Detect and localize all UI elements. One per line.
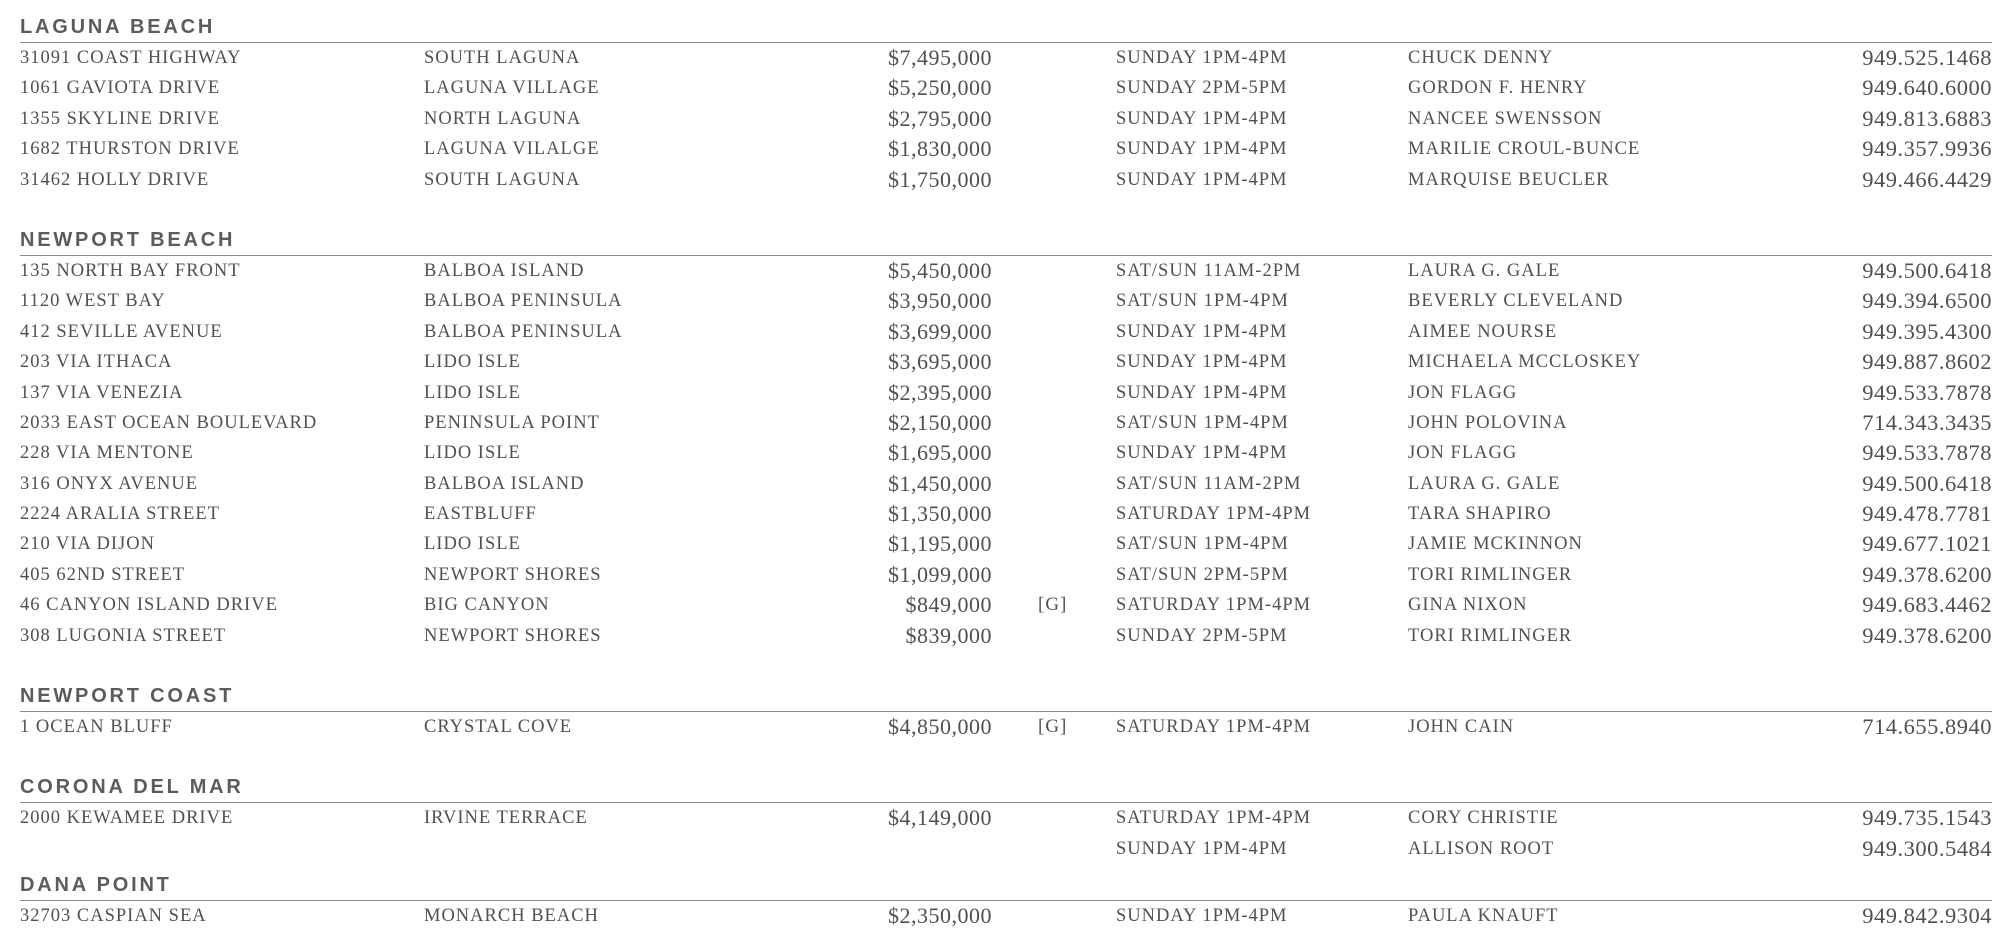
listing-address: 1 OCEAN BLUFF <box>20 717 173 738</box>
listing-area: IRVINE TERRACE <box>424 808 588 829</box>
listing-row <box>20 621 1992 651</box>
listing-row <box>20 104 1992 134</box>
listing-price: $1,695,000 <box>888 440 992 466</box>
listing-agent: LAURA G. GALE <box>1408 260 1561 281</box>
listing-phone: 949.466.4429 <box>1862 166 1992 192</box>
listing-row <box>20 73 1992 103</box>
listing-price: $2,395,000 <box>888 379 992 405</box>
listing-address: 308 LUGONIA STREET <box>20 625 227 646</box>
listing-row <box>20 347 1992 377</box>
listing-address: 1061 GAVIOTA DRIVE <box>20 78 221 99</box>
listing-agent: TORI RIMLINGER <box>1408 625 1573 646</box>
listing-area: CRYSTAL COVE <box>424 717 573 738</box>
listing-phone: 949.533.7878 <box>1862 440 1992 466</box>
section-newport-coast <box>20 681 1992 742</box>
listing-area: BALBOA PENINSULA <box>424 321 623 342</box>
listing-price: $1,195,000 <box>888 531 992 557</box>
listing-price: $1,450,000 <box>888 470 992 496</box>
listing-area: SOUTH LAGUNA <box>424 169 581 190</box>
listing-open-time: SUNDAY 1PM-4PM <box>1116 139 1288 160</box>
listing-address: 412 SEVILLE AVENUE <box>20 321 223 342</box>
listing-address: 2000 KEWAMEE DRIVE <box>20 808 234 829</box>
listing-open-time: SATURDAY 1PM-4PM <box>1116 504 1312 525</box>
listing-area: SOUTH LAGUNA <box>424 48 581 68</box>
listing-open-time: SUNDAY 1PM-4PM <box>1116 169 1288 190</box>
listing-open-time: SUNDAY 2PM-5PM <box>1116 625 1288 646</box>
listing-phone: 949.640.6000 <box>1862 75 1992 101</box>
listing-area: NORTH LAGUNA <box>424 108 582 129</box>
listing-phone: 949.525.1468 <box>1862 45 1992 70</box>
listing-agent: GORDON F. HENRY <box>1408 78 1588 99</box>
listing-price: $1,099,000 <box>888 561 992 587</box>
listing-address: 228 VIA MENTONE <box>20 443 194 464</box>
listing-open-time: SAT/SUN 1PM-4PM <box>1116 291 1289 312</box>
section-dana-point <box>20 870 1992 931</box>
listing-phone: 714.343.3435 <box>1862 409 1992 435</box>
listing-area: BIG CANYON <box>424 595 550 616</box>
section-heading: NEWPORT BEACH <box>20 225 1992 256</box>
listing-phone: 949.887.8602 <box>1862 349 1992 375</box>
listing-phone: 949.395.4300 <box>1862 318 1992 344</box>
listing-price: $1,350,000 <box>888 501 992 527</box>
listing-phone: 949.842.9304 <box>1862 903 1992 929</box>
listing-agent: BEVERLY CLEVELAND <box>1408 291 1624 312</box>
listing-area: LIDO ISLE <box>424 382 521 403</box>
listing-agent: JAMIE MCKINNON <box>1408 534 1583 555</box>
listing-address: 32703 CASPIAN SEA <box>20 906 207 927</box>
listing-phone: 714.655.8940 <box>1862 714 1992 740</box>
listing-address: 210 VIA DIJON <box>20 534 155 555</box>
listing-agent: NANCEE SWENSSON <box>1408 108 1603 129</box>
listing-agent: MARQUISE BEUCLER <box>1408 169 1610 190</box>
listing-row <box>20 712 1992 742</box>
listing-price: $1,750,000 <box>888 166 992 192</box>
section-newport-beach <box>20 225 1992 651</box>
listing-price: $839,000 <box>905 622 992 648</box>
listing-address: 46 CANYON ISLAND DRIVE <box>20 595 278 616</box>
listing-area: LAGUNA VILALGE <box>424 139 600 160</box>
listing-area: NEWPORT SHORES <box>424 564 602 585</box>
listing-area: BALBOA ISLAND <box>424 260 585 281</box>
listing-row <box>20 803 1992 833</box>
listing-area: LIDO ISLE <box>424 443 521 464</box>
section-heading: CORONA DEL MAR <box>20 772 1992 803</box>
listing-phone: 949.500.6418 <box>1862 257 1992 283</box>
listing-open-time: SATURDAY 1PM-4PM <box>1116 595 1312 616</box>
listing-price: $849,000 <box>905 592 992 618</box>
listing-open-time: SUNDAY 1PM-4PM <box>1116 382 1288 403</box>
listing-open-time: SUNDAY 1PM-4PM <box>1116 108 1288 129</box>
listing-row <box>20 560 1992 590</box>
section-corona-del-mar <box>20 772 1992 864</box>
listing-address: 1355 SKYLINE DRIVE <box>20 108 220 129</box>
listing-area: MONARCH BEACH <box>424 906 599 927</box>
listing-agent: GINA NIXON <box>1408 595 1528 616</box>
listing-agent: LAURA G. GALE <box>1408 473 1561 494</box>
listing-row <box>20 134 1992 164</box>
listing-address: 31462 HOLLY DRIVE <box>20 169 210 190</box>
listing-row <box>20 378 1992 408</box>
listing-address: 203 VIA ITHACA <box>20 352 173 373</box>
listing-open-time: SAT/SUN 11AM-2PM <box>1116 473 1302 494</box>
listing-row <box>20 901 1992 931</box>
listing-phone: 949.735.1543 <box>1862 805 1992 831</box>
listing-open-time: SAT/SUN 1PM-4PM <box>1116 534 1289 555</box>
section-laguna-beach <box>20 12 1992 195</box>
listing-address: 137 VIA VENEZIA <box>20 382 184 403</box>
listing-phone: 949.533.7878 <box>1862 379 1992 405</box>
listing-phone: 949.378.6200 <box>1862 622 1992 648</box>
listing-row <box>20 529 1992 559</box>
listing-row <box>20 469 1992 499</box>
section-heading: DANA POINT <box>20 870 1992 901</box>
section-spacer <box>20 195 1992 225</box>
listing-row <box>20 590 1992 620</box>
listing-agent: JON FLAGG <box>1408 382 1518 403</box>
listing-price: $2,795,000 <box>888 105 992 131</box>
listing-row <box>20 43 1992 73</box>
listing-agent: MICHAELA MCCLOSKEY <box>1408 352 1642 373</box>
listing-row <box>20 165 1992 195</box>
listing-open-time: SUNDAY 2PM-5PM <box>1116 78 1288 99</box>
listing-open-time: SUNDAY 1PM-4PM <box>1116 321 1288 342</box>
listing-area: NEWPORT SHORES <box>424 625 602 646</box>
listing-row <box>20 834 1992 864</box>
listing-price: $5,250,000 <box>888 75 992 101</box>
listing-open-time: SUNDAY 1PM-4PM <box>1116 838 1288 859</box>
listing-agent: JON FLAGG <box>1408 443 1518 464</box>
listing-address: 405 62ND STREET <box>20 564 186 585</box>
listing-open-time: SUNDAY 1PM-4PM <box>1116 352 1288 373</box>
listing-area: BALBOA ISLAND <box>424 473 585 494</box>
listing-flag: [G] <box>1038 716 1068 738</box>
listing-price: $2,350,000 <box>888 903 992 929</box>
listing-phone: 949.500.6418 <box>1862 470 1992 496</box>
listing-area: BALBOA PENINSULA <box>424 291 623 312</box>
listing-price: $4,850,000 <box>888 714 992 740</box>
listing-open-time: SAT/SUN 11AM-2PM <box>1116 260 1302 281</box>
listing-price: $1,830,000 <box>888 136 992 162</box>
listing-agent: AIMEE NOURSE <box>1408 321 1558 342</box>
listing-phone: 949.677.1021 <box>1862 531 1992 557</box>
listing-open-time: SATURDAY 1PM-4PM <box>1116 808 1312 829</box>
listing-phone: 949.300.5484 <box>1862 835 1992 861</box>
section-spacer <box>20 742 1992 772</box>
listing-price: $2,150,000 <box>888 409 992 435</box>
listing-price: $3,950,000 <box>888 288 992 314</box>
listing-agent: PAULA KNAUFT <box>1408 906 1559 927</box>
listing-address: 316 ONYX AVENUE <box>20 473 199 494</box>
section-heading: LAGUNA BEACH <box>20 12 1992 43</box>
listing-agent: CHUCK DENNY <box>1408 48 1554 68</box>
listing-open-time: SUNDAY 1PM-4PM <box>1116 906 1288 927</box>
listing-area: LAGUNA VILLAGE <box>424 78 600 99</box>
listing-phone: 949.813.6883 <box>1862 105 1992 131</box>
listing-row <box>20 438 1992 468</box>
listing-agent: CORY CHRISTIE <box>1408 808 1559 829</box>
listing-agent: MARILIE CROUL-BUNCE <box>1408 139 1641 160</box>
listing-address: 31091 COAST HIGHWAY <box>20 48 242 68</box>
listing-agent: ALLISON ROOT <box>1408 838 1555 859</box>
listing-area: PENINSULA POINT <box>424 412 600 433</box>
listing-address: 1120 WEST BAY <box>20 291 166 312</box>
listing-row <box>20 499 1992 529</box>
listing-price: $7,495,000 <box>888 45 992 70</box>
listing-agent: TARA SHAPIRO <box>1408 504 1552 525</box>
listing-address: 1682 THURSTON DRIVE <box>20 139 240 160</box>
listing-area: LIDO ISLE <box>424 534 521 555</box>
listing-agent: JOHN CAIN <box>1408 717 1515 738</box>
listing-row <box>20 286 1992 316</box>
listing-open-time: SUNDAY 1PM-4PM <box>1116 443 1288 464</box>
listing-open-time: SAT/SUN 2PM-5PM <box>1116 564 1289 585</box>
listing-address: 2033 EAST OCEAN BOULEVARD <box>20 412 318 433</box>
listing-agent: TORI RIMLINGER <box>1408 564 1573 585</box>
section-spacer <box>20 651 1992 681</box>
listing-row <box>20 256 1992 286</box>
listing-row <box>20 317 1992 347</box>
listing-phone: 949.378.6200 <box>1862 561 1992 587</box>
open-house-listings <box>20 12 1992 932</box>
listing-row <box>20 408 1992 438</box>
listing-price: $5,450,000 <box>888 257 992 283</box>
listing-open-time: SUNDAY 1PM-4PM <box>1116 48 1288 68</box>
section-heading: NEWPORT COAST <box>20 681 1992 712</box>
listing-area: EASTBLUFF <box>424 504 537 525</box>
listing-area: LIDO ISLE <box>424 352 521 373</box>
listing-price: $3,695,000 <box>888 349 992 375</box>
listing-price: $3,699,000 <box>888 318 992 344</box>
listing-agent: JOHN POLOVINA <box>1408 412 1568 433</box>
listing-price: $4,149,000 <box>888 805 992 831</box>
listing-open-time: SAT/SUN 1PM-4PM <box>1116 412 1289 433</box>
listing-address: 135 NORTH BAY FRONT <box>20 260 241 281</box>
listing-phone: 949.478.7781 <box>1862 501 1992 527</box>
listing-flag: [G] <box>1038 594 1068 616</box>
listing-phone: 949.357.9936 <box>1862 136 1992 162</box>
listing-open-time: SATURDAY 1PM-4PM <box>1116 717 1312 738</box>
listing-address: 2224 ARALIA STREET <box>20 504 220 525</box>
listing-phone: 949.683.4462 <box>1862 592 1992 618</box>
listing-phone: 949.394.6500 <box>1862 288 1992 314</box>
